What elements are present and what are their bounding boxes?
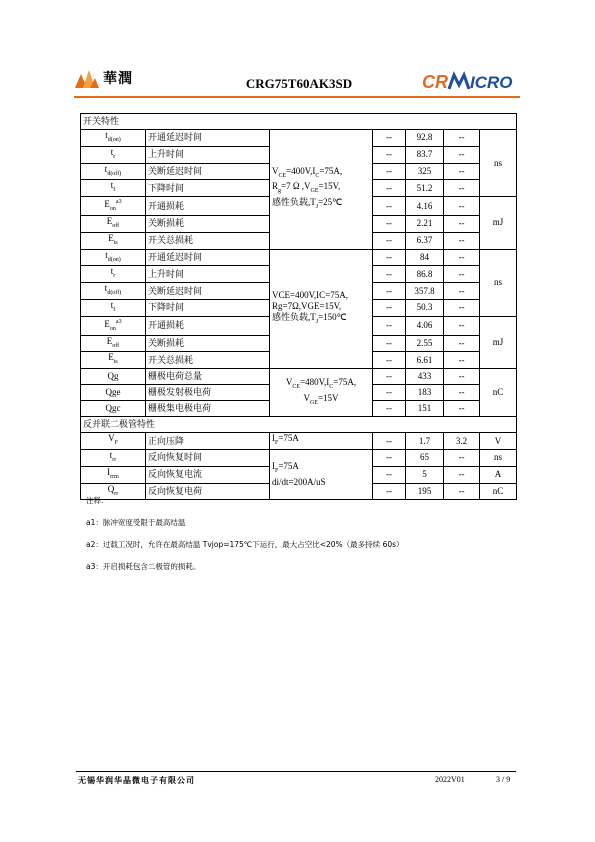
max-value: -- — [444, 232, 480, 249]
param-name: 上升时间 — [146, 146, 270, 163]
param-name: 关断损耗 — [146, 335, 270, 352]
typ-value: 183 — [406, 385, 444, 401]
max-value: -- — [444, 163, 480, 180]
typ-value: 83.7 — [406, 146, 444, 163]
svg-text:CR: CR — [422, 72, 448, 92]
param-symbol: $E_{off}$ — [81, 335, 146, 352]
max-value: -- — [444, 385, 480, 401]
param-name: 栅极集电极电荷 — [146, 401, 270, 417]
min-value: -- — [373, 180, 406, 197]
min-value: -- — [373, 232, 406, 249]
min-value: -- — [373, 335, 406, 352]
notes-section — [86, 490, 404, 578]
min-value: -- — [373, 483, 406, 500]
param-symbol: $t_{d(on)}$ — [81, 249, 146, 266]
min-value: -- — [373, 385, 406, 401]
page-number: 3 / 9 — [496, 775, 511, 784]
cr-logo-icon — [74, 66, 100, 90]
min-value: -- — [373, 316, 406, 335]
max-value: -- — [444, 483, 480, 500]
param-name: 开通损耗 — [146, 197, 270, 216]
min-value: -- — [373, 299, 406, 316]
table-row — [81, 433, 517, 450]
typ-value: 84 — [406, 249, 444, 266]
param-symbol: Qge — [81, 385, 146, 401]
table-row — [81, 369, 517, 385]
header-rule — [74, 96, 520, 98]
section-header-row — [81, 114, 517, 130]
max-value: -- — [444, 369, 480, 385]
param-symbol: $E_{ts}$ — [81, 352, 146, 369]
max-value: -- — [444, 401, 480, 417]
typ-value: 4.16 — [406, 197, 444, 216]
unit-cell: nC — [480, 369, 517, 417]
param-symbol: $t_f$ — [81, 180, 146, 197]
min-value: -- — [373, 466, 406, 483]
unit-cell: ns — [480, 249, 517, 316]
param-symbol: $t_{rr}$ — [81, 449, 146, 466]
param-name: 关断延迟时间 — [146, 163, 270, 180]
max-value: -- — [444, 215, 480, 232]
param-symbol: $E_{ts}$ — [81, 232, 146, 249]
svg-text:ICRO: ICRO — [470, 73, 513, 92]
max-value: -- — [444, 352, 480, 369]
param-name: 反向恢复时间 — [146, 449, 270, 466]
max-value: -- — [444, 299, 480, 316]
param-name: 开关总损耗 — [146, 352, 270, 369]
param-symbol: $t_{d(on)}$ — [81, 130, 146, 147]
typ-value: 50.3 — [406, 299, 444, 316]
typ-value: 2.55 — [406, 335, 444, 352]
param-name: 关断损耗 — [146, 215, 270, 232]
min-value: -- — [373, 146, 406, 163]
table-row — [81, 249, 517, 266]
test-conditions-gate-charge: $V_{CE}=480V,I_C=75A$, $V_{GE}=15V$ — [270, 369, 373, 417]
min-value: -- — [373, 197, 406, 216]
brand-name: 華潤 — [103, 71, 133, 87]
max-value: -- — [444, 266, 480, 283]
param-name: 栅极电荷总量 — [146, 369, 270, 385]
test-conditions-150c: VCE=400V,IC=75A, Rg=7Ω,VGE=15V, 感性负载$,T_J=150℃$ — [270, 249, 373, 369]
section-header-row — [81, 417, 517, 433]
max-value: -- — [444, 180, 480, 197]
unit-cell: A — [480, 466, 517, 483]
min-value: -- — [373, 433, 406, 450]
section-title-switching: 开关特性 — [81, 114, 517, 130]
test-conditions-vf: $I_F=75A$ — [270, 433, 373, 450]
typ-value: 1.7 — [406, 433, 444, 450]
param-symbol: $E_{on}^{a3}$ — [81, 197, 146, 216]
typ-value: 151 — [406, 401, 444, 417]
max-value: -- — [444, 449, 480, 466]
max-value: -- — [444, 130, 480, 147]
param-name: 反向恢复电荷 — [146, 483, 270, 500]
typ-value: 195 — [406, 483, 444, 500]
typ-value: 6.61 — [406, 352, 444, 369]
param-name: 下降时间 — [146, 299, 270, 316]
typ-value: 4.06 — [406, 316, 444, 335]
unit-cell: ns — [480, 130, 517, 197]
typ-value: 2.21 — [406, 215, 444, 232]
unit-cell: mJ — [480, 197, 517, 249]
param-symbol: $t_r$ — [81, 146, 146, 163]
note-a1: a1：脉冲宽度受限于最高结温 — [86, 518, 186, 527]
param-name: 开通延迟时间 — [146, 130, 270, 147]
param-symbol: $t_{d(off)}$ — [81, 283, 146, 300]
min-value: -- — [373, 283, 406, 300]
param-symbol: $t_{d(off)}$ — [81, 163, 146, 180]
param-name: 下降时间 — [146, 180, 270, 197]
company-logo — [74, 66, 133, 90]
section-title-diode: 反并联二极管特性 — [81, 417, 517, 433]
max-value: -- — [444, 146, 480, 163]
min-value: -- — [373, 352, 406, 369]
table-row — [81, 130, 517, 147]
param-name: 关断延迟时间 — [146, 283, 270, 300]
param-symbol: Qgc — [81, 401, 146, 417]
min-value: -- — [373, 369, 406, 385]
param-symbol: $t_f$ — [81, 299, 146, 316]
max-value: -- — [444, 283, 480, 300]
crmicro-logo-icon — [422, 69, 520, 93]
typ-value: 433 — [406, 369, 444, 385]
min-value: -- — [373, 163, 406, 180]
max-value: -- — [444, 249, 480, 266]
typ-value: 86.8 — [406, 266, 444, 283]
param-name: 反向恢复电流 — [146, 466, 270, 483]
document-title: CRG75T60AK3SD — [245, 76, 353, 91]
unit-cell: ns — [480, 449, 517, 466]
typ-value: 357.8 — [406, 283, 444, 300]
typ-value: 5 — [406, 466, 444, 483]
max-value: -- — [444, 316, 480, 335]
param-name: 栅极发射极电荷 — [146, 385, 270, 401]
crmicro-logo — [422, 69, 520, 97]
param-symbol: $V_F$ — [81, 433, 146, 450]
min-value: -- — [373, 401, 406, 417]
param-name: 上升时间 — [146, 266, 270, 283]
param-name: 正向压降 — [146, 433, 270, 450]
table-row — [81, 449, 517, 466]
test-conditions-reverse-recovery: $I_F=75A$ di/dt=200A/uS — [270, 449, 373, 499]
param-name: 开通延迟时间 — [146, 249, 270, 266]
typ-value: 92.8 — [406, 130, 444, 147]
min-value: -- — [373, 215, 406, 232]
notes-title: 注释: — [86, 496, 104, 505]
footer-version: 2022V01 — [435, 775, 465, 784]
param-name: 开通损耗 — [146, 316, 270, 335]
typ-value: 65 — [406, 449, 444, 466]
min-value: -- — [373, 449, 406, 466]
param-symbol: $E_{on}^{a3}$ — [81, 316, 146, 335]
max-value: -- — [444, 335, 480, 352]
unit-cell: mJ — [480, 316, 517, 368]
param-symbol: $I_{rrm}$ — [81, 466, 146, 483]
min-value: -- — [373, 130, 406, 147]
note-a2: a2：过载工况时，允许在最高结温 Tvjop=175℃下运行，最大占空比<20%（最多持续 60s） — [86, 540, 404, 549]
min-value: -- — [373, 249, 406, 266]
min-value: -- — [373, 266, 406, 283]
typ-value: 51.2 — [406, 180, 444, 197]
footer-rule — [76, 771, 516, 772]
test-conditions-25c: $V_{CE}=400V,I_C=75A$, $R_g=7$ Ω $,V_{GE}=15V$, 感性负载$,T_J=25℃$ — [270, 130, 373, 250]
param-symbol: $t_r$ — [81, 266, 146, 283]
typ-value: 325 — [406, 163, 444, 180]
unit-cell: nC — [480, 483, 517, 500]
page-header — [74, 66, 520, 98]
param-name: 开关总损耗 — [146, 232, 270, 249]
typ-value: 6.37 — [406, 232, 444, 249]
footer-company: 无锡华润华晶微电子有限公司 — [78, 776, 195, 785]
switching-characteristics-table — [80, 113, 517, 500]
max-value: 3.2 — [444, 433, 480, 450]
unit-cell: V — [480, 433, 517, 450]
max-value: -- — [444, 466, 480, 483]
param-symbol: $Q_{rr}$ — [81, 483, 146, 500]
max-value: -- — [444, 197, 480, 216]
note-a3: a3：开启损耗包含二极管的损耗。 — [86, 562, 201, 571]
param-symbol: $E_{off}$ — [81, 215, 146, 232]
param-symbol: Qg — [81, 369, 146, 385]
